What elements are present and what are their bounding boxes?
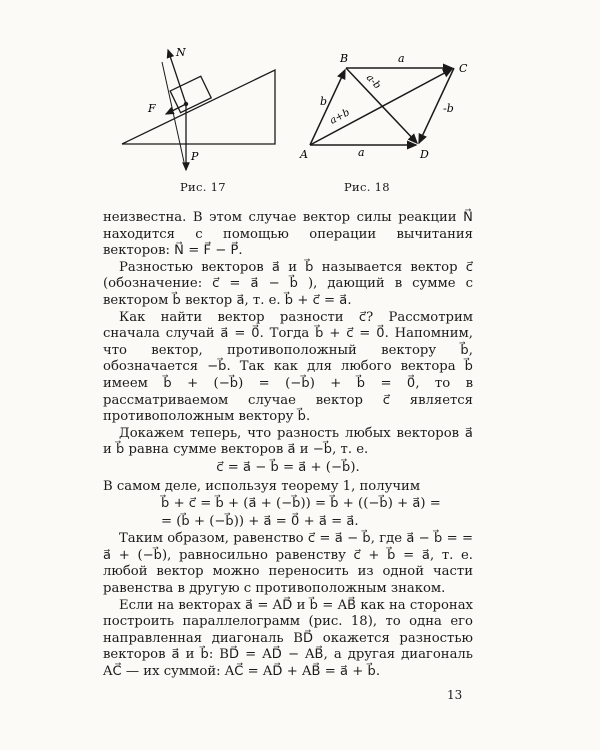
figure-18-drawing	[296, 50, 496, 162]
body-text	[103, 210, 473, 681]
paragraph-5: В самом деле, используя теорему 1, получим	[103, 478, 421, 494]
paragraph-6: Таким образом, равенство c⃗ = a⃗ − b⃗, где a⃗ − b⃗ = = a⃗ + (−b⃗), равносильно равенству c⃗ + b⃗ = a⃗, т. е. любой вектор можно переносить из одной части равенства в другую с противоположным знаком.	[103, 531, 473, 597]
figure-17-caption: Рис. 17	[180, 180, 226, 194]
paragraph-4: Докажем теперь, что разность любых векторов a⃗ и b⃗ равна сумме векторов a⃗ и −b⃗, т. е.	[103, 425, 473, 458]
figure-18	[296, 50, 496, 162]
vector-f	[166, 104, 186, 114]
page-number: 13	[447, 688, 463, 702]
diagonal-ac	[310, 69, 452, 145]
vertex-d: D	[420, 148, 429, 161]
equation-1: c⃗ = a⃗ − b⃗ = a⃗ + (−b⃗).	[216, 459, 360, 475]
label-f: F	[148, 102, 156, 115]
vector-ab	[310, 70, 345, 145]
label-bottom-a: a	[358, 146, 365, 159]
incline-triangle	[122, 70, 275, 144]
paragraph-3: Как найти вектор разности c⃗? Рассмотрим сначала случай a⃗ = 0⃗. Тогда b⃗ + c⃗ = 0⃗. Напомним, что вектор, противоположный вектору b⃗, обозначается −b⃗. Так как для любого вектора b⃗ имеем b⃗ + (−b⃗) = (−b⃗) + b⃗ = 0⃗, то в рассматриваемом случае вектор c⃗ является противоположным вектору b⃗.	[103, 309, 473, 425]
vertex-c: C	[459, 62, 468, 75]
equation-2: b⃗ + c⃗ = b⃗ + (a⃗ + (−b⃗)) = b⃗ + ((−b⃗) + a⃗) =	[161, 496, 441, 512]
label-right-minus-b: -b	[443, 102, 454, 115]
paragraph-1: неизвестна. В этом случае вектор силы реакции N⃗ находится с помощью операции вычитания векторов: N⃗ = F⃗ − P⃗.	[103, 210, 473, 259]
label-p: P	[191, 150, 199, 163]
paragraph-7: Если на векторах a⃗ = AD⃗ и b⃗ = AB⃗ как на сторонах построить параллелограмм (рис. 18), то одна его направленная диагональ BD⃗ окажется разностью векторов a⃗ и b⃗: BD⃗ = AD⃗ − AB⃗, а другая диагональ AC⃗ — их суммой: AC⃗ = AD⃗ + AB⃗ = a⃗ + b⃗.	[103, 597, 473, 680]
diagonal-bd	[346, 68, 417, 143]
block	[170, 76, 211, 112]
equation-3: = (b⃗ + (−b⃗)) + a⃗ = 0⃗ + a⃗ = a⃗.	[161, 513, 359, 529]
label-a-plus-b: a+b	[328, 107, 352, 127]
label-top-a: a	[398, 52, 405, 65]
vertex-a: A	[300, 148, 308, 161]
label-a-minus-b: a-b	[363, 72, 383, 92]
figure-18-caption: Рис. 18	[344, 180, 390, 194]
figure-17-drawing	[118, 42, 288, 177]
paragraph-2: Разностью векторов a⃗ и b⃗ называется вектор c⃗ (обозначение: c⃗ = a⃗ − b⃗ ), дающий в сумме с вектором b⃗ вектор a⃗, т. е. b⃗ + c⃗ = a⃗.	[103, 259, 473, 308]
vertex-b: B	[340, 52, 349, 65]
figure-17	[118, 42, 288, 177]
label-left-b: b	[320, 95, 328, 108]
label-n: N	[176, 46, 186, 59]
